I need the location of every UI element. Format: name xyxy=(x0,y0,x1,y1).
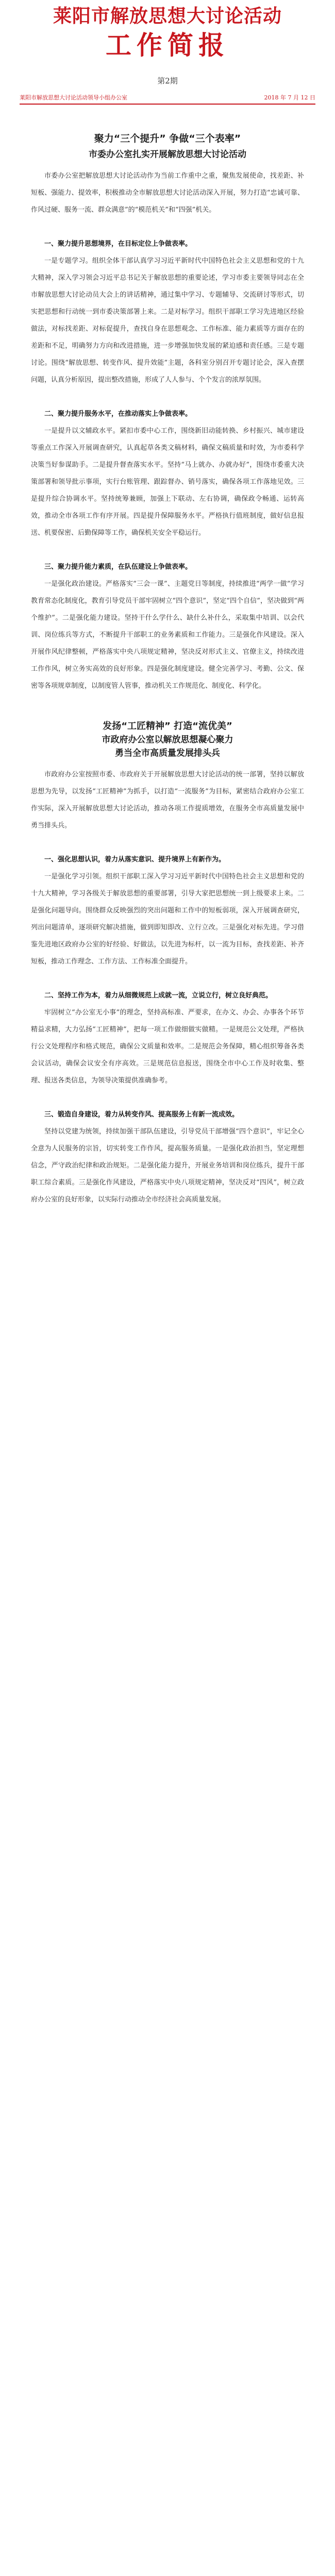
article-2-subtitle-2: 勇当全市高质量发展排头兵 xyxy=(115,748,220,758)
article-1-point-3-heading: 三、聚力提升能力素质，在队伍建设上争做表率。 xyxy=(44,563,192,571)
article-2-title: 发扬“工匠精神” 打造“流优美” xyxy=(103,721,232,732)
article-2-subtitle: 市政府办公室以解放思想凝心聚力 xyxy=(102,735,233,745)
article-2-point-1-body: 一是强化学习引领。组织干部职工深入学习习近平新时代中国特色社会主义思想和党的十九大精神，学习各级关于解放思想的重要部署，引导大家把思想统一到上级要求上来。二是强化问题导向。围绕群众反映强烈的突出问题和工作中的短板弱项，深入开展调查研究，列出问题清单，逐项研究解决措施，做到即知即改、立行立改。三是强化对标先进。学习借鉴先进地区政府办公室的好经验、好做法，以先进为标杆，以一流为目标，查找差距、补齐短板，推动工作理念、工作方法、工作标准全面提升。 xyxy=(31,873,304,965)
article-2-point-3-heading: 三、锻造自身建设，着力从转变作风、提高服务上有新一流成效。 xyxy=(44,1111,239,1118)
masthead xyxy=(0,4,335,62)
article-1-intro: 市委办公室把解放思想大讨论活动作为当前工作重中之重，聚焦发展使命，找差距、补短板、强能力、提效率，积极推动全市解放思想大讨论活动深入开展，努力打造“忠诚可靠、作风过硬、服务一流、群众满意”的“模范机关”和“四强”机关。 xyxy=(31,172,304,214)
article-1 xyxy=(0,131,335,694)
article-2-intro: 市政府办公室按照市委、市政府关于开展解放思想大讨论活动的统一部署，坚持以解放思想为先导，以发扬“工匠精神”为抓手，以打造“一流服务”为目标，紧密结合政府办公室工作实际，深入开展解放思想大讨论活动，推动各项工作提质增效，在服务全市高质量发展中勇当排头兵。 xyxy=(31,771,304,829)
issue-date: 2018 年 7 月 12 日 xyxy=(264,94,315,101)
article-2-point-3-body: 坚持以党建为统领，持续加强干部队伍建设，引导党员干部增强“四个意识”，牢记全心全意为人民服务的宗旨，切实转变工作作风，提高服务质量。一是强化政治担当，坚定理想信念，严守政治纪律和政治规矩。二是强化能力提升，开展业务培训和岗位练兵，提升干部职工综合素质。三是强化作风建设，严格落实中央八项规定精神，坚决反对“四风”，树立政府办公室的良好形象，以实际行动推动全市经济社会高质量发展。 xyxy=(31,1128,304,1204)
article-1-point-2-body: 一是提升以文辅政水平。紧扣市委中心工作，围绕新旧动能转换、乡村振兴、城市建设等重点工作深入开展调查研究，认真起草各类文稿材料，确保文稿质量和时效，为市委科学决策当好参谋助手。二是提升督查落实水平。坚持“马上就办、办就办好”，围绕市委重大决策部署和领导批示事项，实行台账管理、跟踪督办、销号落实，确保各项工作落地见效。三是提升综合协调水平。坚持统筹兼顾，加强上下联动、左右协调，确保政令畅通、运转高效，推动全市各项工作有序开展。四是提升保障服务水平。严格执行值班制度，做好信息报送、机要保密、后勤保障等工作，确保机关安全平稳运行。 xyxy=(31,427,304,537)
issue-number: 第2期 xyxy=(157,76,178,86)
article-2-point-2-heading: 二、坚持工作为本，着力从细微规范上成就一流，立说立行，树立良好典范。 xyxy=(44,992,273,999)
article-1-point-2-heading: 二、聚力提升服务水平，在推动落实上争做表率。 xyxy=(44,410,192,418)
issuing-office: 莱阳市解放思想大讨论活动领导小组办公室 xyxy=(20,94,127,101)
article-1-point-3-body: 一是强化政治建设。严格落实“三会一课”、主题党日等制度，持续推进“两学一做”学习教育常态化制度化，教育引导党员干部牢固树立“四个意识”，坚定“四个自信”，坚决做到“两个维护”。二是强化能力建设。坚持干什么学什么、缺什么补什么，采取集中培训、以会代训、岗位练兵等方式，不断提升干部职工的业务素质和工作能力。三是强化作风建设。深入开展作风纪律整顿，严格落实中央八项规定精神，坚决反对形式主义、官僚主义，持续改进工作作风，树立务实高效的良好形象。四是强化制度建设。健全完善学习、考勤、公文、保密等各项规章制度，以制度管人管事，推动机关工作规范化、制度化、科学化。 xyxy=(31,580,304,690)
article-1-point-1-heading: 一、聚力提升思想境界，在目标定位上争做表率。 xyxy=(44,240,192,248)
info-row xyxy=(20,93,315,101)
article-1-title: 聚力“三个提升” 争做“三个表率” xyxy=(94,133,241,144)
org-title: 莱阳市解放思想大讨论活动 xyxy=(53,5,282,27)
article-2-body xyxy=(31,766,304,1208)
article-1-subtitle: 市委办公室扎实开展解放思想大讨论活动 xyxy=(89,149,246,160)
article-2 xyxy=(0,719,335,1208)
article-1-point-1-body: 一是专题学习。组织全体干部认真学习习近平新时代中国特色社会主义思想和党的十九大精神，深入学习领会习近平总书记关于解放思想的重要论述，学习市委主要领导同志在全市解放思想大讨论动员大会上的讲话精神，通过集中学习、专题辅导、交流研讨等形式，切实把思想和行动统一到市委决策部署上来。二是对标学习。组织干部职工学习先进地区经验做法，对标找差距、对标促提升，查找自身在思想观念、工作标准、能力素质等方面存在的差距和不足，明确努力方向和改进措施，进一步增强加快发展的紧迫感和责任感。三是专题讨论。围绕“解放思想、转变作风、提升效能”主题，各科室分别召开专题讨论会，深入查摆问题，认真分析原因，提出整改措施，形成了人人参与、个个发言的浓厚氛围。 xyxy=(31,257,304,384)
article-2-point-1-heading: 一、强化思想认识，着力从落实意识、提升境界上有新作为。 xyxy=(44,856,226,863)
brief-title: 工作简报 xyxy=(106,30,229,60)
article-1-body xyxy=(31,167,304,694)
red-divider xyxy=(20,104,315,105)
article-2-point-2-body: 牢固树立“办公室无小事”的理念，坚持高标准、严要求，在办文、办会、办事各个环节精益求精，大力弘扬“工匠精神”，把每一项工作做细做实做精。一是规范公文处理，严格执行公文处理程序和格式规范，确保公文质量和效率。二是规范会务保障，精心组织筹备各类会议活动，确保会议安全有序高效。三是规范信息报送，围绕全市中心工作及时收集、整理、报送各类信息，为领导决策提供准确参考。 xyxy=(31,1009,304,1084)
